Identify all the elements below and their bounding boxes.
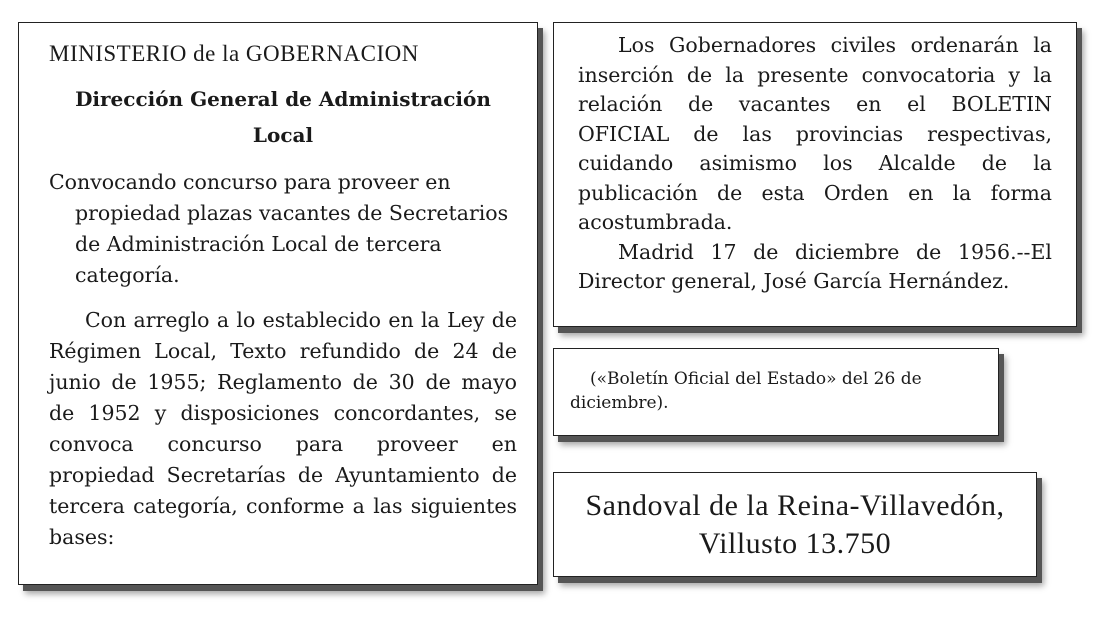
clipping-vacancy-entry (553, 472, 1037, 577)
boletin-citation: («Boletín Oficial del Estado» del 26 de diciembre). (570, 369, 922, 413)
body-paragraph: Con arreglo a lo establecido en la Ley de Régimen Local, Texto refundido de 24 de junio de 1955; Reglamento de 30 de mayo de 1952 y disposiciones concordantes, se convoca concurso para proveer en propiedad Secretarías de Ayuntamiento de tercera categoría, conforme a las siguientes bases: (49, 308, 517, 549)
ministry-heading: MINISTERIO de la GOBERNACION (49, 41, 419, 66)
gobernadores-paragraph: Los Gobernadores civiles ordenarán la inserción de la presente convocatoria y la relación de vacantes en el BOLETIN OFICIAL de las provincias respectivas, cuidando asimismo los Alcalde de la publicación de esta Orden en la forma acostumbrada. (578, 33, 1052, 234)
clipping-ministerio (18, 22, 538, 585)
signature-paragraph: Madrid 17 de diciembre de 1956.--El Director general, José García Hernández. (578, 239, 1052, 293)
vacancy-entry: Sandoval de la Reina-Villavedón, Villusto 13.750 (585, 489, 1005, 560)
clipping-boletin-citation (553, 348, 999, 436)
direction-heading: Dirección General de Administración Local (75, 87, 491, 147)
convocation-summary: Convocando concurso para proveer en propiedad plazas vacantes de Secretarios de Administración Local de tercera categoría. (49, 170, 509, 287)
clipping-gobernadores (553, 22, 1077, 327)
